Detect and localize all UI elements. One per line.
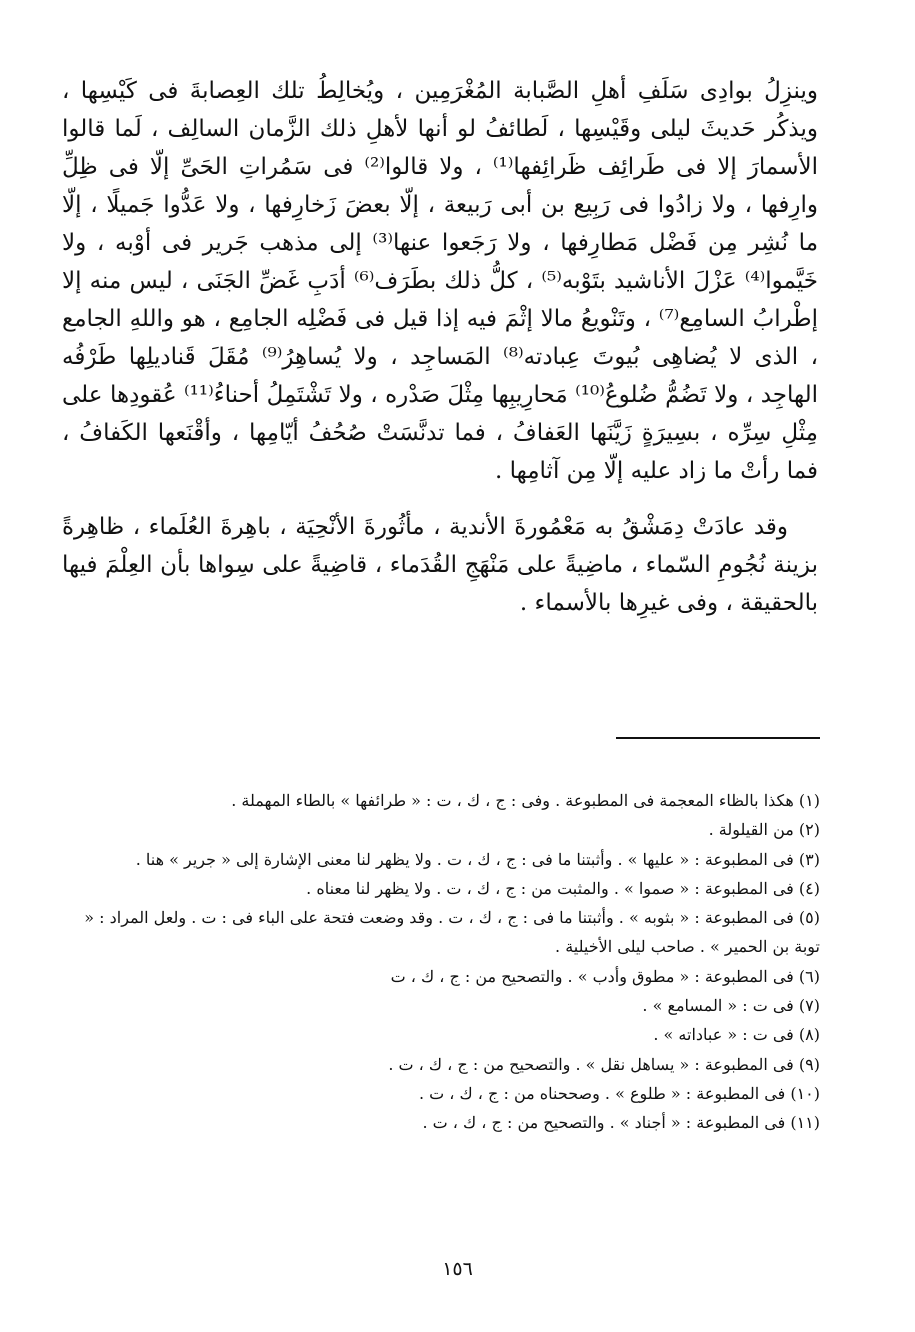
body-paragraph: وينزِلُ بوادِى سَلَفِ أهلِ الصَّبابة المُغْرَمِين ، ويُخالِطُ تلك العِصابةَ فى كَيْسِها ، ويذكُر حَديثَ ليلى وقَيْسِها ، لَطائفُ لو أنها لأهلِ ذلك الزَّمان السالِف ، لَما قالوا الأسمارَ إلا فى طَرائِف ظَرائِفها⁽¹⁾ ، ولا قالوا⁽²⁾ فى سَمُراتِ الحَىِّ إلّا فى ظِلِّ وارِفها ، ولا زادُوا فى رَبِيع بن أبى رَبيعة ، إلّا بعضَ زَخارِفها ، ولا عَدُّوا جَميلًا ، إلّا ما نُشِر مِن فَضْل مَطارِفها ، ولا رَجَعوا عنها⁽³⁾ إلى مذهب جَرير فى أوْبه ، ولا خَيَّموا⁽⁴⁾ عَزْلَ الأناشيد بتَوْبه⁽⁵⁾ ، كلُّ ذلك بطَرَف⁽⁶⁾ أدَبِ غَضِّ الجَنَى ، ليس منه إلا إطْرابُ السامِع⁽⁷⁾ ، وتَنْويعُ مالا إثْمَ فيه إذا قيل فى فَضْلِه الجامِع ، هو واللهِ الجامع ، الذى لا يُضاهِى بُيوتَ عِبادته⁽⁸⁾ المَساجِد ، ولا يُساهِرُ⁽⁹⁾ مُقَلَ قَناديلِها طَرْفُه الهاجِد ، ولا تَضُمُّ ضُلوعُ⁽¹⁰⁾ مَحارِيبِها مِثْلَ صَدْره ، ولا تَشْتَمِلُ أحناءُ⁽¹¹⁾ عُقودِها على مِثْلِ سِرِّه ، بسِيرَةٍ زَيَّنَها العَفافُ ، فما تدنَّسَتْ صُحُفُ أيّامِها ، وأقْنَعها الكَفافُ ، فما رأتْ ما زاد عليه إلّا مِن آثامِها . [62,78,819,484]
page-number: ١٥٦ [442,1258,473,1280]
footnote: (٨) فى ت : « عباداته » . [653,1025,820,1045]
footnotes [62,786,820,1138]
footnote: (٦) فى المطبوعة : « مطوق وأدب » . والتصحيح من : ج ، ك ، ت [390,966,820,986]
footnote: (٩) فى المطبوعة : « يساهل نقل » . والتصحيح من : ج ، ك ، ت . [388,1054,820,1074]
footnote: (٤) فى المطبوعة : « صموا » . والمثبت من : ج ، ك ، ت . ولا يظهر لنا معناه . [306,878,820,898]
main-text [62,72,818,622]
footnote: (٧) فى ت : « المسامع » . [642,996,820,1016]
body-paragraph: وقد عادَتْ دِمَشْقُ به مَعْمُورةَ الأندية ، مأثُورةَ الأنْحِيَة ، باهِرةَ العُلَماء ، ظاهِرةً بزينة نُجُومِ السّماء ، ماضِيةً على مَنْهَجِ القُدَماء ، قاضِيةً على سِواها بأن العِلْمَ فيها بالحقيقة ، وفى غيرِها بالأسماء . [62,514,818,616]
footnote: (١١) فى المطبوعة : « أجناد » . والتصحيح من : ج ، ك ، ت . [422,1113,820,1133]
footnote-divider [616,737,820,739]
footnote: (٣) فى المطبوعة : « عليها » . وأثبتنا ما فى : ج ، ك ، ت . ولا يظهر لنا معنى الإشارة إلى « جرير » هنا . [135,849,820,869]
footnote: (١٠) فى المطبوعة : « طلوع » . وصححناه من : ج ، ك ، ت . [418,1083,820,1103]
footnote: (٥) فى المطبوعة : « بثوبه » . وأثبتنا ما فى : ج ، ك ، ت . وقد وضعت فتحة على الباء فى : ت . ولعل المراد : « توبة بن الحمير » . صاحب ليلى الأخيلية . [84,908,820,957]
footnote: (١) هكذا بالظاء المعجمة فى المطبوعة . وفى : ج ، ك ، ت : « طرائفها » بالطاء المهملة . [231,791,820,810]
footnote: (٢) من القيلولة . [708,820,820,840]
